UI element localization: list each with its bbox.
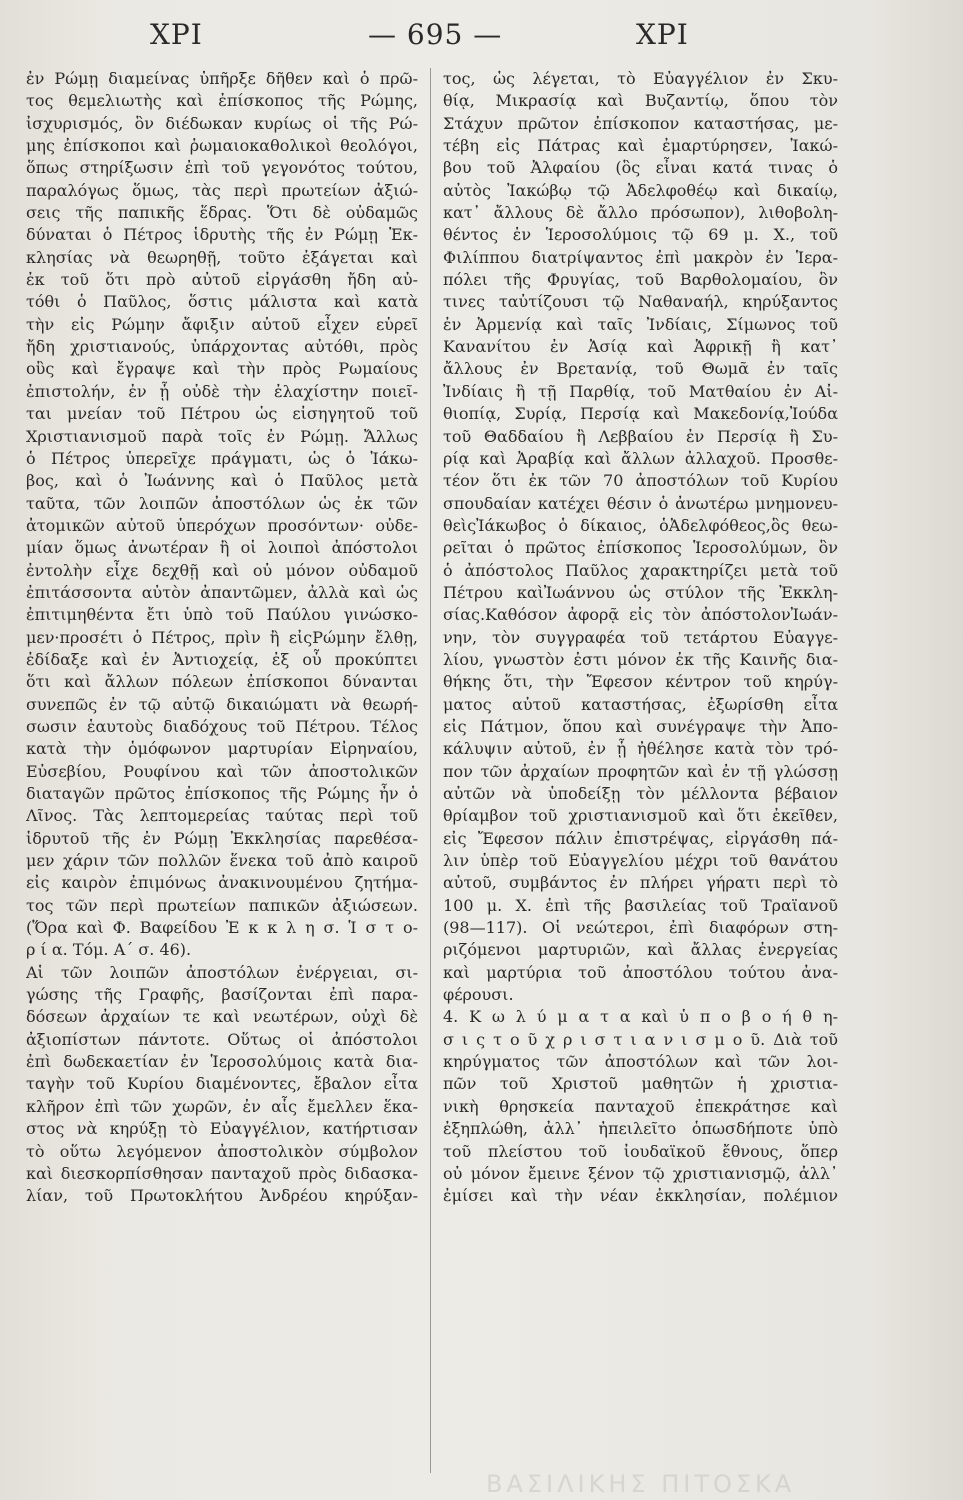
text-line: ἐντολὴν εἶχε δεχθῇ καὶ οὐ μόνον οὐδαμοῦ	[26, 560, 418, 580]
text-line: ἐπιτιμηθέντα ἔτι ὑπὸ τοῦ Παύλου γινώσκο-	[26, 605, 418, 625]
text-line: εἰς Ἔφεσον πάλιν ἐπιστρέψας, εἰργάσθη πά-	[443, 828, 838, 848]
text-line: ἐπιστολήν, ἐν ᾗ οὐδὲ τὴν ἐλαχίστην ποιεῖ-	[26, 381, 418, 401]
text-line: αὐτὸς Ἰακώβῳ τῷ Ἀδελφοθέῳ καὶ δικαίῳ,	[443, 180, 838, 200]
text-line: σεις τῆς παπικῆς ἕδρας. Ὅτι δὲ οὐδαμῶς	[26, 203, 418, 223]
text-line: ρίᾳ καὶ Ἀραβίᾳ καὶ ἄλλων ἀλλαχοῦ. Προσθε-	[443, 448, 838, 468]
text-line: τος, ὡς λέγεται, τὸ Εὐαγγέλιον ἐν Σκυ-	[443, 69, 838, 88]
text-line: 100 μ. Χ. ἐπὶ τῆς βασιλείας τοῦ Τραϊανοῦ	[443, 895, 838, 915]
library-watermark: ΒΑΣΙΛΙΚΗΣ ΠΙΤΟΣΚΑ	[486, 1470, 796, 1498]
text-line: στος νὰ κηρύξῃ τὸ Εὐαγγέλιον, κατήρτισαν	[26, 1119, 418, 1139]
text-line: θίᾳ, Μικρασίᾳ καὶ Βυζαντίῳ, ὅπου τὸν	[443, 91, 838, 111]
text-line: φέρουσι.	[443, 985, 514, 1005]
text-line: ἐν Ἀρμενίᾳ καὶ ταῖς Ἰνδίαις, Σίμωνος τοῦ	[443, 314, 838, 334]
text-line: διαταγῶν πρῶτος ἐπίσκοπος τῆς Ρώμης ἦν ὁ	[26, 784, 418, 803]
text-line: πῶν τοῦ Χριστοῦ μαθητῶν ἡ χριστια-	[443, 1074, 838, 1094]
column-divider	[430, 68, 431, 1473]
text-line: θήκης ὅτι, τὴν Ἔφεσον κέντρον τοῦ κηρύγ-	[443, 672, 838, 692]
text-line: σωσιν ἑαυτοὺς διαδόχους τοῦ Πέτρου. Τέλος	[26, 716, 418, 736]
text-line: ἰσχυρισμός, ὃν διέδωκαν κυρίως οἱ τῆς Ρώ-	[26, 113, 418, 133]
text-line: μεν χάριν τῶν πολλῶν ἕνεκα τοῦ ἀπὸ καιροῦ	[26, 851, 418, 871]
text-line: ται μνείαν τοῦ Πέτρου ὡς εἰσηγητοῦ τοῦ	[26, 404, 418, 424]
text-line: Χριστιανισμοῦ παρὰ τοῖς ἐν Ρώμῃ. Ἄλλως	[26, 426, 418, 446]
text-line: ἐπιτάσσοντα αὐτὸν ἀπαντῶμεν, ἀλλὰ καὶ ὡς	[26, 582, 418, 602]
text-line: ταῦτα, τῶν λοιπῶν ἀποστόλων ὡς ἐκ τῶν	[26, 493, 418, 513]
text-line: θέντος ἐν Ἱεροσολύμοις τῷ 69 μ. Χ., τοῦ	[443, 225, 838, 245]
text-line: κατ᾿ ἄλλους δὲ ἄλλο πρόσωπον), λιθοβολη-	[443, 203, 838, 223]
text-line: ταγὴν τοῦ Κυρίου διαμένοντες, ἔβαλον εἶτα	[26, 1074, 418, 1094]
text-line: ἐξηπλώθη, ἀλλ᾿ ἠπειλεῖτο ὁπωσδήποτε ὑπὸ	[443, 1119, 838, 1139]
text-line: ἐμίσει καὶ τὴν νέαν ἐκκλησίαν, πολέμιον	[443, 1186, 838, 1206]
text-line: ὁ ἀπόστολος Παῦλος χαρακτηρίζει μετὰ τοῦ	[443, 560, 838, 580]
text-line: θεὶςἸάκωβος ὁ δίκαιος, ὁἈδελφόθεος,ὃς θεω-	[443, 515, 838, 535]
text-line: εἰς καιρὸν ἐπιμόνως ἀνακινουμένου ζητήμα-	[26, 873, 418, 893]
page-header	[0, 18, 963, 58]
text-line: βου τοῦ Ἀλφαίου (ὃς εἶναι κατά τινας ὁ	[443, 158, 838, 178]
text-line: Λῖνος. Τὰς λεπτομερείας ταύτας περὶ τοῦ	[26, 806, 418, 826]
text-line: ἐδίδαξε καὶ ἐν Ἀντιοχείᾳ, ἐξ οὗ προκύπτει	[26, 649, 418, 669]
text-line: οὓς καὶ ἔγραψε καὶ τὴν πρὸς Ρωμαίους	[26, 359, 418, 379]
right-text-column	[443, 68, 838, 1208]
text-line: ἤδη χριστιανούς, ὑπάρχοντας αὐτόθι, πρὸς	[26, 337, 418, 357]
text-line: λίαν, τοῦ Πρωτοκλήτου Ἀνδρέου κηρύξαν-	[26, 1186, 418, 1206]
text-line: Εὐσεβίου, Ρουφίνου καὶ τῶν ἀποστολικῶν	[26, 761, 418, 781]
text-line: Στάχυν πρῶτον ἐπίσκοπον καταστήσας, με-	[443, 113, 838, 133]
text-line: τὴν εἰς Ρώμην ἄφιξιν αὐτοῦ εἶχεν εὑρεῖ	[26, 314, 418, 334]
text-line: κλῆρον ἐπὶ τῶν χωρῶν, ἐν αἷς ἔμελλεν ἕκα-	[26, 1096, 418, 1116]
text-line: μης ἐπίσκοποι καὶ ῥωμαιοκαθολικοὶ θεολόγοι,	[26, 136, 418, 156]
text-line: ρ ί α. Τόμ. Α΄ σ. 46).	[26, 940, 192, 960]
text-line: τος τῶν περὶ πρωτείων παπικῶν ἀξιώσεων.	[26, 895, 418, 915]
text-line: λίου, γνωστὸν ἐστι μόνον ἐκ τῆς Καινῆς δια-	[443, 649, 838, 669]
text-line: θιοπίᾳ, Συρίᾳ, Περσίᾳ καὶ Μακεδονίᾳ,Ἰούδα	[443, 404, 838, 424]
header-right-keyword: ΧΡΙ	[636, 18, 689, 51]
text-line: τόθι ὁ Παῦλος, ὅστις μάλιστα καὶ κατὰ	[26, 292, 418, 312]
text-line: τοῦ Θαδδαίου ἢ Λεββαίου ἐν Περσίᾳ ἢ Συ-	[443, 426, 838, 446]
text-line: ὅτι καὶ ἄλλων πόλεων ἐπίσκοποι δύνανται	[26, 672, 418, 692]
text-line: ματος αὐτοῦ καταστήσας, ἐξωρίσθη εἶτα	[443, 694, 838, 714]
page-number: — 695 —	[368, 18, 503, 51]
text-line: ὅπως στηρίξωσιν ἐπὶ τοῦ γεγονότος τούτου,	[26, 158, 418, 178]
left-text-column	[26, 68, 418, 1208]
text-line: ἱδρυτοῦ τῆς ἐν Ρώμῃ Ἐκκλησίας παρεθέσα-	[26, 828, 418, 848]
text-line: 4. Κ ω λ ύ μ α τ α καὶ ὑ π ο β ο ή θ η-	[443, 1007, 838, 1027]
text-line: πόλει τῆς Φρυγίας, τοῦ Βαρθολομαίου, ὃν	[443, 270, 838, 290]
text-line: δόσεων ἀρχαίων τε καὶ νεωτέρων, οὐχὶ δὲ	[26, 1007, 418, 1027]
text-line: σ ι ς τ ο ῦ χ ρ ι σ τ ι α ν ι σ μ ο ῦ. Διὰ τοῦ	[443, 1029, 838, 1049]
text-line: Πέτρου καὶἸωάννου ὡς στύλον τῆς Ἐκκλη-	[443, 582, 838, 602]
text-line: δύναται ὁ Πέτρος ἱδρυτὴς τῆς ἐν Ρώμῃ Ἐκ-	[26, 225, 418, 245]
text-line: ρεῖται ὁ πρῶτος ἐπίσκοπος Ἱεροσολύμων, ὃν	[443, 538, 838, 558]
text-line: οὐ μόνον ἔμεινε ξένον τῷ χριστιανισμῷ, ἀλλ᾿	[443, 1163, 838, 1183]
text-line: τέβη εἰς Πάτρας καὶ ἐμαρτύρησεν, Ἰακώ-	[443, 136, 838, 156]
text-line: Ἰνδίαις ἢ τῇ Παρθίᾳ, τοῦ Ματθαίου ἐν Αἰ-	[443, 381, 838, 401]
text-line: Φιλίππου διατρίψαντος ἐπὶ μακρὸν ἐν Ἱερα-	[443, 247, 838, 267]
text-line: Κανανίτου ἐν Ἀσίᾳ καὶ Ἀφρικῇ ἢ κατ᾿	[443, 337, 838, 357]
text-line: ἄλλους ἐν Βρετανίᾳ, τοῦ Θωμᾶ ἐν ταῖς	[443, 359, 838, 379]
text-line: σίας.Καθόσον ἀφορᾷ εἰς τὸν ἀπόστολονἸωάν-	[443, 605, 838, 625]
text-line: συνεπῶς ἐν τῷ αὐτῷ δικαιώματι νὰ θεωρή-	[26, 694, 418, 714]
text-line: ἀτομικῶν αὐτοῦ ὑπερόχων προσόντων· οὐδε-	[26, 515, 418, 535]
text-line: τοῦ πλείστου τοῦ ἰουδαϊκοῦ ἔθνους, ὅπερ	[443, 1141, 838, 1161]
text-line: σπουδαίαν κατέχει θέσιν ὁ ἀνωτέρω μνημονευ-	[443, 493, 838, 513]
text-line: (Ὅρα καὶ Φ. Βαφείδου Ἐ κ κ λ η σ. Ἱ σ τ ο-	[26, 918, 418, 938]
text-line: ἐπὶ δωδεκαετίαν ἐν Ἱεροσολύμοις κατὰ δια-	[26, 1052, 418, 1072]
text-line: ἐν Ρώμῃ διαμείνας ὑπῆρξε δῆθεν καὶ ὁ πρῶ-	[26, 69, 418, 88]
header-left-keyword: ΧΡΙ	[150, 18, 203, 51]
text-line: παραλόγως ὅμως, τὰς περὶ πρωτείων ἀξιώ-	[26, 180, 418, 200]
text-line: τὸ οὕτω λεγόμενον ἀποστολικὸν σύμβολον	[26, 1141, 418, 1161]
text-line: τέον ὅτι ἐκ τῶν 70 ἀποστόλων τοῦ Κυρίου	[443, 471, 838, 491]
text-line: τινες ταὐτίζουσι τῷ Ναθαναήλ, κηρύξαντος	[443, 292, 838, 312]
text-line: πον τῶν ἀρχαίων προφητῶν καὶ ἐν τῇ γλώσσῃ	[443, 761, 838, 781]
text-line: γώσης τῆς Γραφῆς, βασίζονται ἐπὶ παρα-	[26, 985, 418, 1005]
text-line: καὶ μαρτύρια τοῦ ἀποστόλου τούτου ἀνα-	[443, 962, 838, 982]
text-line: βος, καὶ ὁ Ἰωάννης καὶ ὁ Παῦλος μετὰ	[26, 471, 418, 491]
text-line: ὁ Πέτρος ὑπερεῖχε πράγματι, ὡς ὁ Ἰάκω-	[26, 448, 418, 468]
text-line: τος θεμελιωτὴς καὶ ἐπίσκοπος τῆς Ρώμης,	[26, 91, 418, 111]
text-line: θρίαμβον τοῦ χριστιανισμοῦ καὶ ὅτι ἐκεῖθεν,	[443, 806, 838, 826]
text-line: λιν ὑπὲρ τοῦ Εὐαγγελίου μέχρι τοῦ θανάτου	[443, 851, 838, 871]
text-line: αὐτῶν νὰ ὑποδείξῃ τὸν μέλλοντα βέβαιον	[443, 784, 838, 803]
text-line: ἀξιοπίστων πάντοτε. Οὕτως οἱ ἀπόστολοι	[26, 1029, 418, 1049]
text-line: εἰς Πάτμον, ὅπου καὶ συνέγραψε τὴν Ἀπο-	[443, 716, 838, 736]
text-line: Αἱ τῶν λοιπῶν ἀποστόλων ἐνέργειαι, σι-	[26, 962, 418, 982]
text-line: ἐκ τοῦ ὅτι πρὸ αὐτοῦ εἰργάσθη ἤδη αὐ-	[26, 270, 418, 290]
text-line: μεν·προσέτι ὁ Πέτρος, πρὶν ἢ εἰςΡώμην ἔλθῃ,	[26, 627, 418, 647]
text-line: νην, τὸν συγγραφέα τοῦ τετάρτου Εὐαγγε-	[443, 627, 838, 647]
text-line: ριζόμενοι μαρτυριῶν, καὶ ἄλλας ἐνεργείας	[443, 940, 838, 960]
text-line: καὶ διεσκορπίσθησαν πανταχοῦ πρὸς διδασκα-	[26, 1163, 418, 1183]
text-line: (98—117). Οἱ νεώτεροι, ἐπὶ διαφόρων στη-	[443, 918, 838, 938]
text-line: κάλυψιν αὐτοῦ, ἐν ᾗ ἠθέλησε κατὰ τὸν τρό-	[443, 739, 838, 759]
text-line: μίαν ὅμως ἀνωτέραν ἢ οἱ λοιποὶ ἀπόστολοι	[26, 538, 418, 558]
text-line: κηρύγματος τῶν ἀποστόλων καὶ τῶν λοι-	[443, 1052, 838, 1072]
text-line: κλησίας νὰ θεωρηθῇ, τοῦτο ἐξάγεται καὶ	[26, 247, 418, 267]
text-line: κατὰ τὴν ὁμόφωνον μαρτυρίαν Εἰρηναίου,	[26, 739, 418, 759]
text-line: αὐτοῦ, συμβάντος ἐν πλήρει γήρατι περὶ τὸ	[443, 873, 838, 893]
text-line: νικὴ θρησκεία πανταχοῦ ἐπεκράτησε καὶ	[443, 1096, 838, 1116]
